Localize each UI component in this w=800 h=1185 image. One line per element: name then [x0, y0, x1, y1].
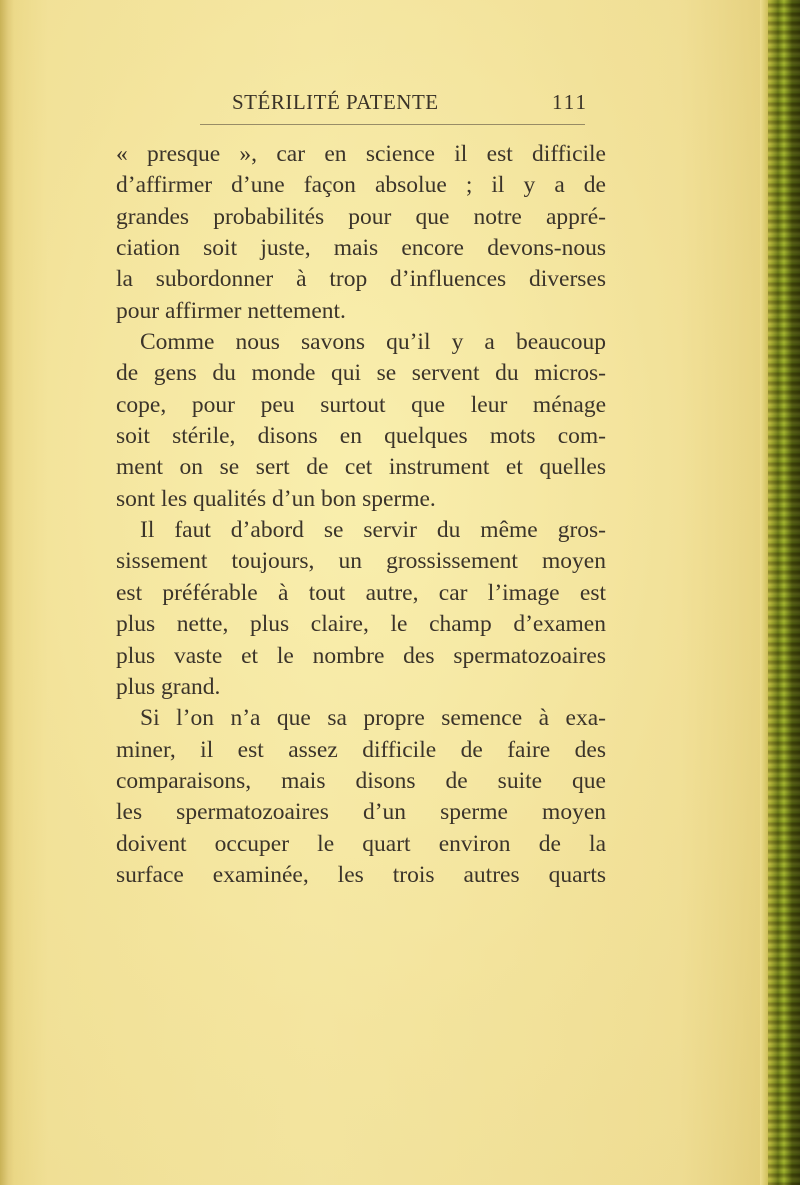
text-line: surface examinée, les trois autres quarts [116, 861, 606, 888]
text-line: Il faut d’abord se servir du même gros- [140, 517, 606, 544]
text-line: ciation soit juste, mais encore devons-nous [116, 235, 606, 262]
text-line: grandes probabilités pour que notre appré- [116, 203, 606, 230]
header-rule [200, 124, 585, 125]
page-left-edge [0, 0, 14, 1185]
body-text [116, 139, 606, 891]
text-line: d’affirmer d’une façon absolue ; il y a de [116, 172, 606, 199]
running-title: STÉRILITÉ PATENTE [232, 90, 439, 114]
text-line: sont les qualités d’un bon sperme. [116, 485, 436, 512]
text-line: plus nette, plus claire, le champ d’examen [116, 611, 606, 638]
text-line: de gens du monde qui se servent du micros- [116, 360, 606, 387]
text-line: comparaisons, mais disons de suite que [116, 767, 606, 794]
text-line: ment on se sert de cet instrument et quelles [116, 454, 606, 481]
text-line: Comme nous savons qu’il y a beaucoup [140, 329, 606, 356]
text-line: est préférable à tout autre, car l’image est [116, 579, 606, 606]
page-number: 111 [552, 90, 588, 114]
text-line: plus grand. [116, 673, 221, 700]
text-line: soit stérile, disons en quelques mots com- [116, 423, 606, 450]
text-line: Si l’on n’a que sa propre semence à exa- [140, 705, 606, 732]
text-line: doivent occuper le quart environ de la [116, 830, 606, 857]
text-line: cope, pour peu surtout que leur ménage [116, 391, 606, 418]
text-line: sissement toujours, un grossissement moyen [116, 548, 606, 575]
book-fore-edge [760, 0, 800, 1185]
text-line: miner, il est assez difficile de faire des [116, 736, 606, 763]
text-line: les spermatozoaires d’un sperme moyen [116, 799, 606, 826]
text-line: la subordonner à trop d’influences diverses [116, 266, 606, 293]
text-line: plus vaste et le nombre des spermatozoaires [116, 642, 606, 669]
page-header [232, 90, 602, 122]
text-line: « presque », car en science il est difficile [116, 141, 606, 167]
text-line: pour affirmer nettement. [116, 297, 346, 324]
